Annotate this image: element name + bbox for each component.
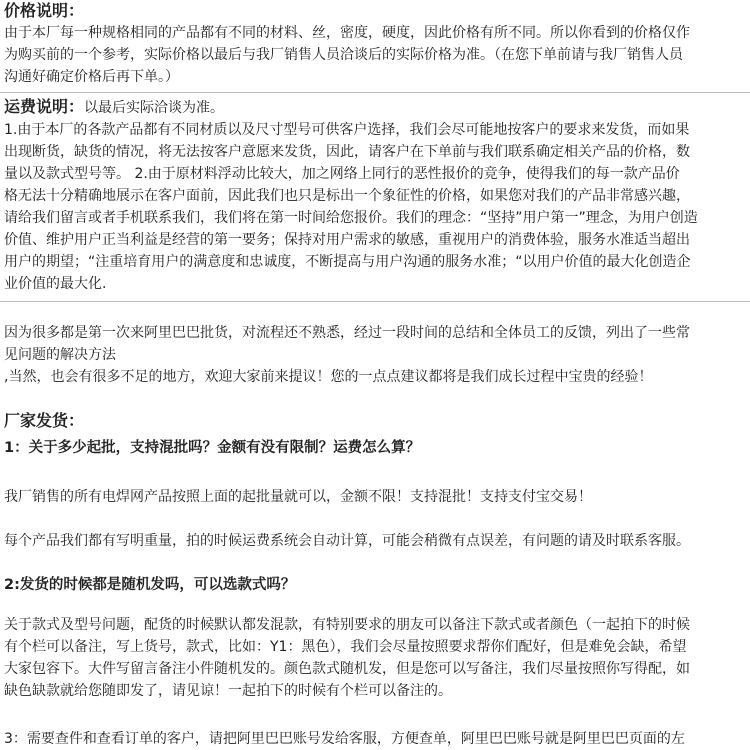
price-line: 沟通好确定价格后再下单。） [4,69,179,85]
faq-answer-line: 有个栏可以备注，写上货号，款式，比如：Y1：黑色），我们会尽量按照要求帮你们配好，但是难免会缺，希望 [4,639,687,655]
faq-answer: 每个产品我们都有写明重量，拍的时候运费系统会自动计算，可能会稍微有点误差，有问题的请及时联系客服。 [4,533,690,549]
faq-q1 [4,437,746,459]
faq-answer-line: 3：需要查件和查看订单的客户，请把阿里巴巴账号发给客服，方便查单，阿里巴巴账号就是阿里巴巴页面的左 [4,731,685,747]
shipping-line: 价值、维护用户正当利益是经营的第一要务；保持对用户需求的敏感，重视用户的消费体验，服务水准适当超出 [4,232,690,248]
faq-q2 [4,574,746,596]
shipping-line: 请给我们留言或者手机联系我们，我们将在第一时间给您报价。我们的理念：“坚持”用户第一”理念，为用户创造 [4,210,698,226]
price-line: 由于本厂每一种规格相同的产品都有不同的材料、丝，密度，硬度，因此价格有所不同。所以你看到的价格仅作 [4,25,690,41]
section-divider [0,301,750,302]
faq-a1 [4,486,746,508]
price-title: 价格说明： [4,1,85,20]
section-divider [0,92,750,93]
faq-a1b [4,530,746,552]
faq-q3 [4,728,746,750]
intro-line: 因为很多都是第一次来阿里巴巴批货，对流程还不熟悉，经过一段时间的总结和全体员工的反馈，列出了一些常 [4,325,690,341]
price-line: 为购买前的一个参考，实际价格以最后与我厂销售人员洽谈后的实际价格为准。（在您下单前请与我厂销售人员 [4,47,683,63]
shipping-line: 量以及款式型号等。 2.由于原材料浮动比较大，加之网络上同行的恶性报价的竞争，使得我们的每一款产品价 [4,166,680,182]
shipping-line: 出现断货，缺货的情况，将无法按客户意愿来发货，因此，请客户在下单前与我们联系确定相关产品的价格，数 [4,144,690,160]
intro-section [4,322,746,388]
faq-a2 [4,614,746,702]
intro-line: 见问题的解决方法 [4,347,116,363]
faq-answer: 我厂销售的所有电焊网产品按照上面的起批量就可以，金额不限！支持混批！支持支付宝交易！ [4,489,592,505]
shipping-line: 1.由于本厂的各款产品都有不同材质以及尺寸型号可供客户选择，我们会尽可能地按客户的要求来发货，而如果 [4,122,690,138]
shipping-line: 业价值的最大化. [4,276,107,292]
faq-question: 2:发货的时候都是随机发吗，可以选款式吗？ [4,577,296,593]
factory-title-block [4,410,746,432]
shipping-section [4,96,746,295]
shipping-heading [4,96,746,119]
faq-answer-line: 大家包容下。大件写留言备注小件随机发的。颜色款式随机发，但是您可以写备注，我们尽量按照你写得配，如 [4,661,690,677]
intro-line: ,当然，也会有很多不足的地方，欢迎大家前来提议！您的一点点建议都将是我们成长过程中宝贵的经验！ [4,369,653,385]
faq-answer-line: 关于款式及型号问题，配货的时候默认都发混款，有特别要求的朋友可以备注下款式或者颜色（一起拍下的时候 [4,617,690,633]
shipping-title: 运费说明： [4,97,85,116]
shipping-line: 用户的期望；“注重培育用户的满意度和忠诚度，不断提高与用户沟通的服务水准；“以用户价值的最大化创造企 [4,254,691,270]
factory-title: 厂家发货： [4,411,85,430]
shipping-subtitle: 以最后实际洽谈为准。 [84,100,225,116]
shipping-line: 格无法十分精确地展示在客户面前，因此我们也只是标出一个象征性的价格，如果您对我们的产品非常感兴趣， [4,188,690,204]
faq-question: 1：关于多少起批，支持混批吗？金额有没有限制？运费怎么算？ [4,440,421,456]
faq-answer-line: 缺色缺款就给您随即发了，请见谅！一起拍下的时候有个栏可以备注的。 [4,683,452,699]
price-section [4,0,746,88]
